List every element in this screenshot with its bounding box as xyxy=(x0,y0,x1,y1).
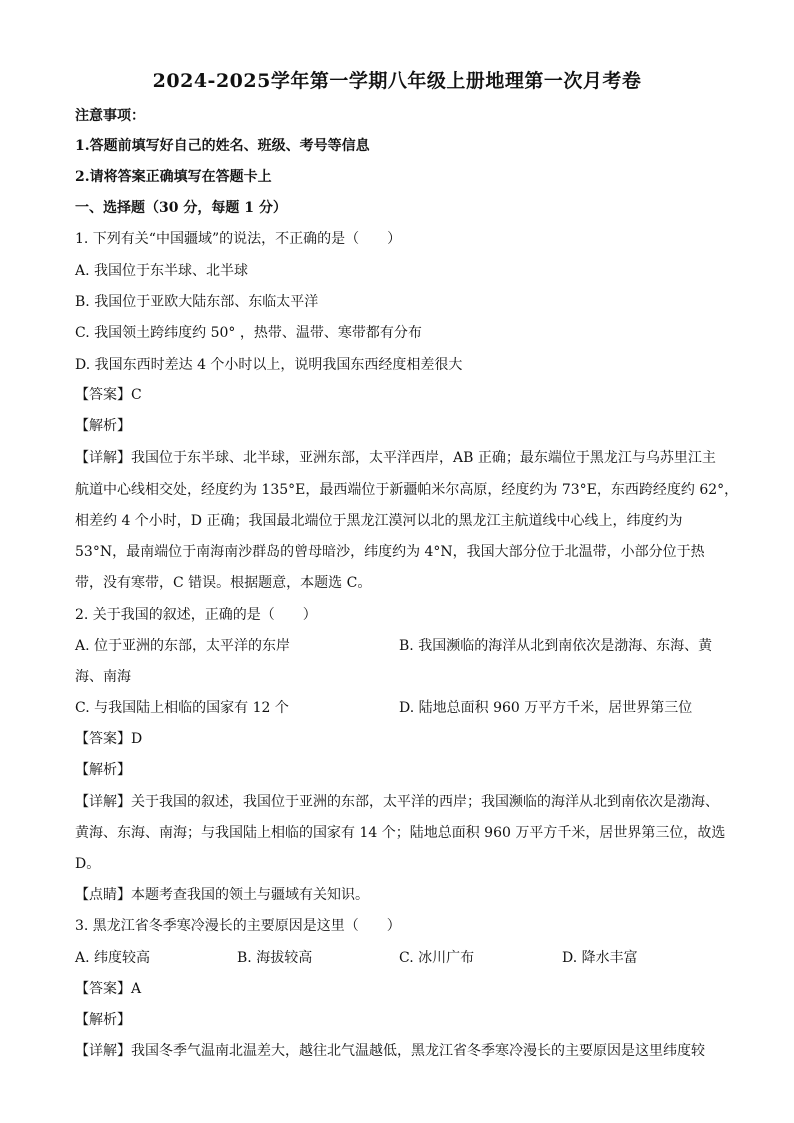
answer: 【答案】A xyxy=(75,981,142,997)
detail-line: 53°N，最南端位于南海南沙群岛的曾母暗沙，纬度约为 4°N，我国大部分位于北温带，小部分位于热 xyxy=(75,544,705,560)
option: D. 陆地总面积 960 万平方千米，居世界第三位 xyxy=(399,700,693,716)
detail-line: 【详解】我国位于东半球、北半球，亚洲东部，太平洋西岸，AB 正确；最东端位于黑龙江与乌苏里江主 xyxy=(75,450,716,466)
detail-line: 黄海、东海、南海；与我国陆上相临的国家有 14 个；陆地总面积 960 万平方千米，居世界第三位，故选 xyxy=(75,825,726,841)
detail-line: 【详解】关于我国的叙述，我国位于亚洲的东部，太平洋的西岸；我国濒临的海洋从北到南依次是渤海、 xyxy=(75,794,719,810)
option-continuation: 海、南海 xyxy=(75,669,131,685)
notice-item: 1.答题前填写好自己的姓名、班级、考号等信息 xyxy=(75,138,370,154)
analysis-label: 【解析】 xyxy=(75,418,131,434)
detail-line: 相差约 4 个小时，D 正确；我国最北端位于黑龙江漠河以北的黑龙江主航道线中心线上，纬度约为 xyxy=(75,513,683,529)
option: B. 我国位于亚欧大陆东部、东临太平洋 xyxy=(75,294,319,310)
option: C. 我国领土跨纬度约 50° ，热带、温带、寒带都有分布 xyxy=(75,325,422,341)
option: C. 与我国陆上相临的国家有 12 个 xyxy=(75,700,289,716)
question-stem: 3. 黑龙江省冬季寒冷漫长的主要原因是这里（ ） xyxy=(75,918,401,934)
section-heading: 一、选择题（30 分，每题 1 分） xyxy=(75,200,287,216)
answer: 【答案】D xyxy=(75,731,143,747)
option: B. 海拔较高 xyxy=(237,950,313,966)
option: C. 冰川广布 xyxy=(399,950,475,966)
comment: 【点睛】本题考查我国的领土与疆域有关知识。 xyxy=(75,887,369,903)
answer: 【答案】C xyxy=(75,387,142,403)
notice-heading: 注意事项： xyxy=(75,108,145,124)
page-title: 2024-2025学年第一学期八年级上册地理第一次月考卷 xyxy=(152,70,642,92)
notice-item: 2.请将答案正确填写在答题卡上 xyxy=(75,169,272,185)
detail-line: D。 xyxy=(75,856,101,872)
analysis-label: 【解析】 xyxy=(75,1012,131,1028)
detail-line: 【详解】我国冬季气温南北温差大，越往北气温越低，黑龙江省冬季寒冷漫长的主要原因是这里纬度较 xyxy=(75,1043,705,1059)
option: A. 我国位于东半球、北半球 xyxy=(75,263,249,279)
detail-line: 航道中心线相交处，经度约为 135°E，最西端位于新疆帕米尔高原，经度约为 73°E，东西跨经度约 62°， xyxy=(75,482,739,498)
question-stem: 2. 关于我国的叙述，正确的是（ ） xyxy=(75,607,317,623)
analysis-label: 【解析】 xyxy=(75,762,131,778)
option: D. 我国东西时差达 4 个小时以上，说明我国东西经度相差很大 xyxy=(75,357,463,373)
option: A. 纬度较高 xyxy=(75,950,151,966)
detail-line: 带，没有寒带，C 错误。根据题意，本题选 C。 xyxy=(75,575,372,591)
option: B. 我国濒临的海洋从北到南依次是渤海、东海、黄 xyxy=(399,638,713,654)
option: D. 降水丰富 xyxy=(562,950,638,966)
question-stem: 1. 下列有关“中国疆域”的说法，不正确的是（ ） xyxy=(75,231,402,247)
option: A. 位于亚洲的东部，太平洋的东岸 xyxy=(75,638,291,654)
